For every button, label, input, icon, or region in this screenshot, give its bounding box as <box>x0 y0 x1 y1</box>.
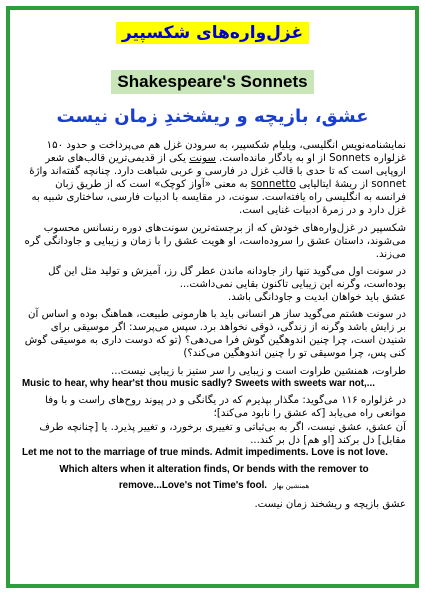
english-title-block <box>10 70 415 94</box>
closing-line: عشق بازیچه و ریشخند زمان نیست. <box>254 498 406 510</box>
paragraph-freshness: طراوت، همنشین طراوت است و زیبایی را سر ستیز با زیبایی نیست... <box>111 365 406 377</box>
credit: همنشین بهار <box>273 483 310 491</box>
english-quote-2-line-2: Which alters when it alteration finds, Or bends with the remover to <box>59 463 369 475</box>
paragraph-sonnet-116: در غزلواره ۱۱۶ می‌گوید: مگذار بپذیرم که در یگانگی و در پیوند روح‌های راست و با وفا موانعی راه می‌یابد [که عشق را نابود می‌کند]؛ <box>45 395 406 420</box>
paragraph-sonnet-8: در سونت هشتم می‌گوید ساز هر انسانی باید با هارمونی طبیعت، هماهنگ بوده و اساس آن بر زایش باشد وگرنه از زندگی، ذوقی نخواهد برد. سپس می‌پرسد: اگر موسیقی برای شنیدن است، چرا چنین اندوهگین گوش فرا می‌دهی؟ (تو که دوست داری به موسیقی گوش کنی پس، چرا موسیقی تو را چنین اندوهگین می‌کند؟) <box>24 309 406 360</box>
english-quote-2-line-3: remove...Love's not Time's fool. همنشین بهار <box>118 480 310 492</box>
sonnet-term: سونت <box>189 153 216 165</box>
english-title: Shakespeare's Sonnets <box>111 70 313 94</box>
page-frame <box>6 6 419 588</box>
sonetto-term: sonnetto <box>250 179 296 191</box>
persian-title: غزل‌واره‌های شکسپیر <box>116 22 309 44</box>
paragraph-sonnet-1: در سونت اول می‌گوید تنها راز جاودانه ماندن عطر گل رز، آمیزش و تولید مثل این گل بوده‌است، وگرنه این زیبایی تاکنون بقایی نمی‌داشت... <box>48 265 406 290</box>
paragraph-eternity: عشق باید خواهان ابدیت و جاودانگی باشد. <box>227 292 406 304</box>
paragraph-theme: شکسپیر در غزل‌واره‌های خودش که از برجسته‌ترین سونت‌های دوره رنسانس محسوب می‌شوند، داستان عشق را سروده‌است، او هویت عشق را با زمان و زیبایی و جاودانگی گره می‌زند. <box>24 222 406 260</box>
article-body <box>22 139 406 515</box>
paragraph-love: آن عشق، عشق نیست، اگر به بی‌ثباتی و تغییری برخورد، و تغییر پذیرد. یا [چنانچه طرف مقابل] دل برکند [او هم] دل بر کند... <box>39 422 406 447</box>
english-quote-2-line-1: Let me not to the marriage of true minds. Admit impediments. Love is not love. <box>22 447 388 459</box>
paragraph-intro: نمایشنامه‌نویس انگلیسی، ویلیام شکسپیر، به سرودن غزل هم می‌پرداخت و حدود ۱۵۰ غزلواره Sonnets از او به یادگار مانده‌است. سونت یکی از قدیمی‌ترین قالب‌های شعر اروپایی است که تا حدی با قالب غزل در فارسی و عربی شباهت دارد. چنانچه گفته‌اند واژهٔ sonnet از ریشهٔ ایتالیایی sonnetto به معنی «آواز کوچک» است که از طریق زبان فرانسه به انگلیسی راه یافته‌است. سونت، در مقایسه با ادبیات فارسی، ساختاری شبیه به غزل دارد و در زمرهٔ ادبیات غنایی است. <box>29 140 406 217</box>
subtitle: عشق، بازیچه و ریشخندِ زمان نیست <box>56 106 369 127</box>
english-quote-1: Music to hear, why hear'st thou music sadly? Sweets with sweets war not,... <box>22 377 375 389</box>
persian-title-block <box>10 22 415 44</box>
